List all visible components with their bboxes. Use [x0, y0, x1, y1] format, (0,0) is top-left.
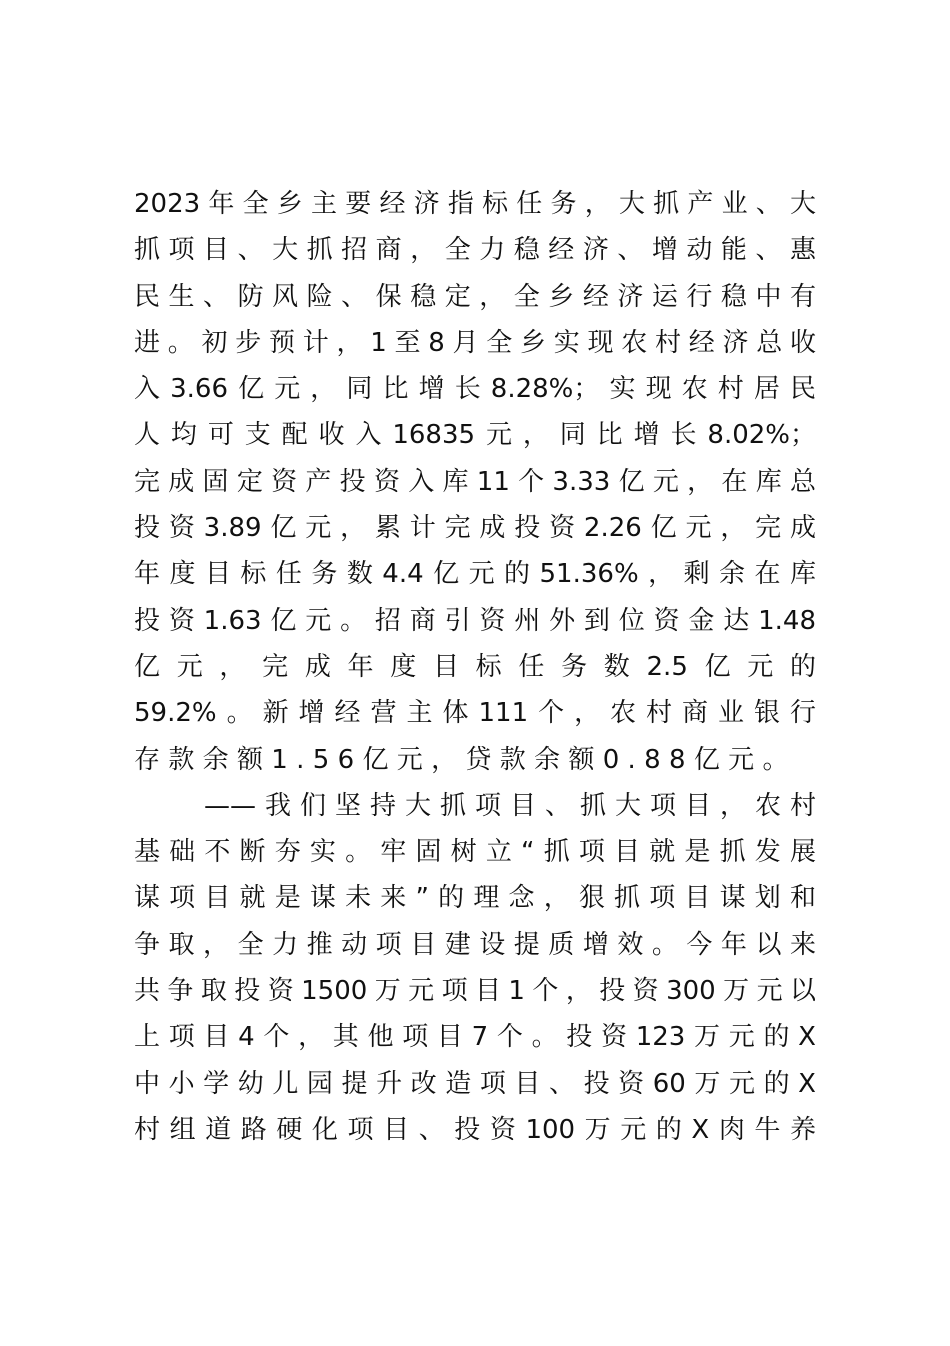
text-line: 入3.66亿元，同比增长8.28%；实现农村居民: [134, 374, 816, 405]
text-line: 亿元，完成年度目标任务数2.5亿元的: [134, 651, 816, 682]
text-line: 59.2%。新增经营主体111个，农村商业银行: [134, 698, 816, 729]
body-text: [134, 181, 816, 1153]
text-line: 完成固定资产投资入库11个3.33亿元，在库总: [134, 466, 816, 497]
text-line: 上项目4个，其他项目7个。投资123万元的X: [134, 1022, 816, 1053]
text-line: 投资3.89亿元，累计完成投资2.26亿元，完成: [134, 513, 816, 544]
text-line: 村组道路硬化项目、投资100万元的X肉牛养: [134, 1114, 816, 1145]
paragraph-last-line: 存款余额1.56亿元，贷款余额0.88亿元。: [134, 744, 797, 775]
text-line: 人均可支配收入16835元，同比增长8.02%；: [134, 420, 816, 451]
text-line: 中小学幼儿园提升改造项目、投资60万元的X: [134, 1068, 816, 1099]
text-line: 投资1.63亿元。招商引资州外到位资金达1.48: [134, 605, 816, 636]
text-line: 2023年全乡主要经济指标任务，大抓产业、大: [134, 189, 816, 219]
text-line: 共争取投资1500万元项目1个，投资300万元以: [134, 976, 816, 1007]
text-line: 基础不断夯实。牢固树立“抓项目就是抓发展: [134, 837, 816, 868]
paragraph-first-line: ——我们坚持大抓项目、抓大项目，农村: [204, 790, 816, 821]
text-line: 民生、防风险、保稳定，全乡经济运行稳中有: [134, 281, 816, 312]
text-line: 年度目标任务数4.4亿元的51.36%，剩余在库: [134, 559, 816, 590]
text-line: 争取，全力推动项目建设提质增效。今年以来: [134, 929, 816, 960]
text-line: 进。初步预计，1至8月全乡实现农村经济总收: [134, 327, 816, 358]
text-line: 谋项目就是谋未来”的理念，狠抓项目谋划和: [134, 883, 816, 914]
text-line: 抓项目、大抓招商，全力稳经济、增动能、惠: [134, 235, 816, 266]
